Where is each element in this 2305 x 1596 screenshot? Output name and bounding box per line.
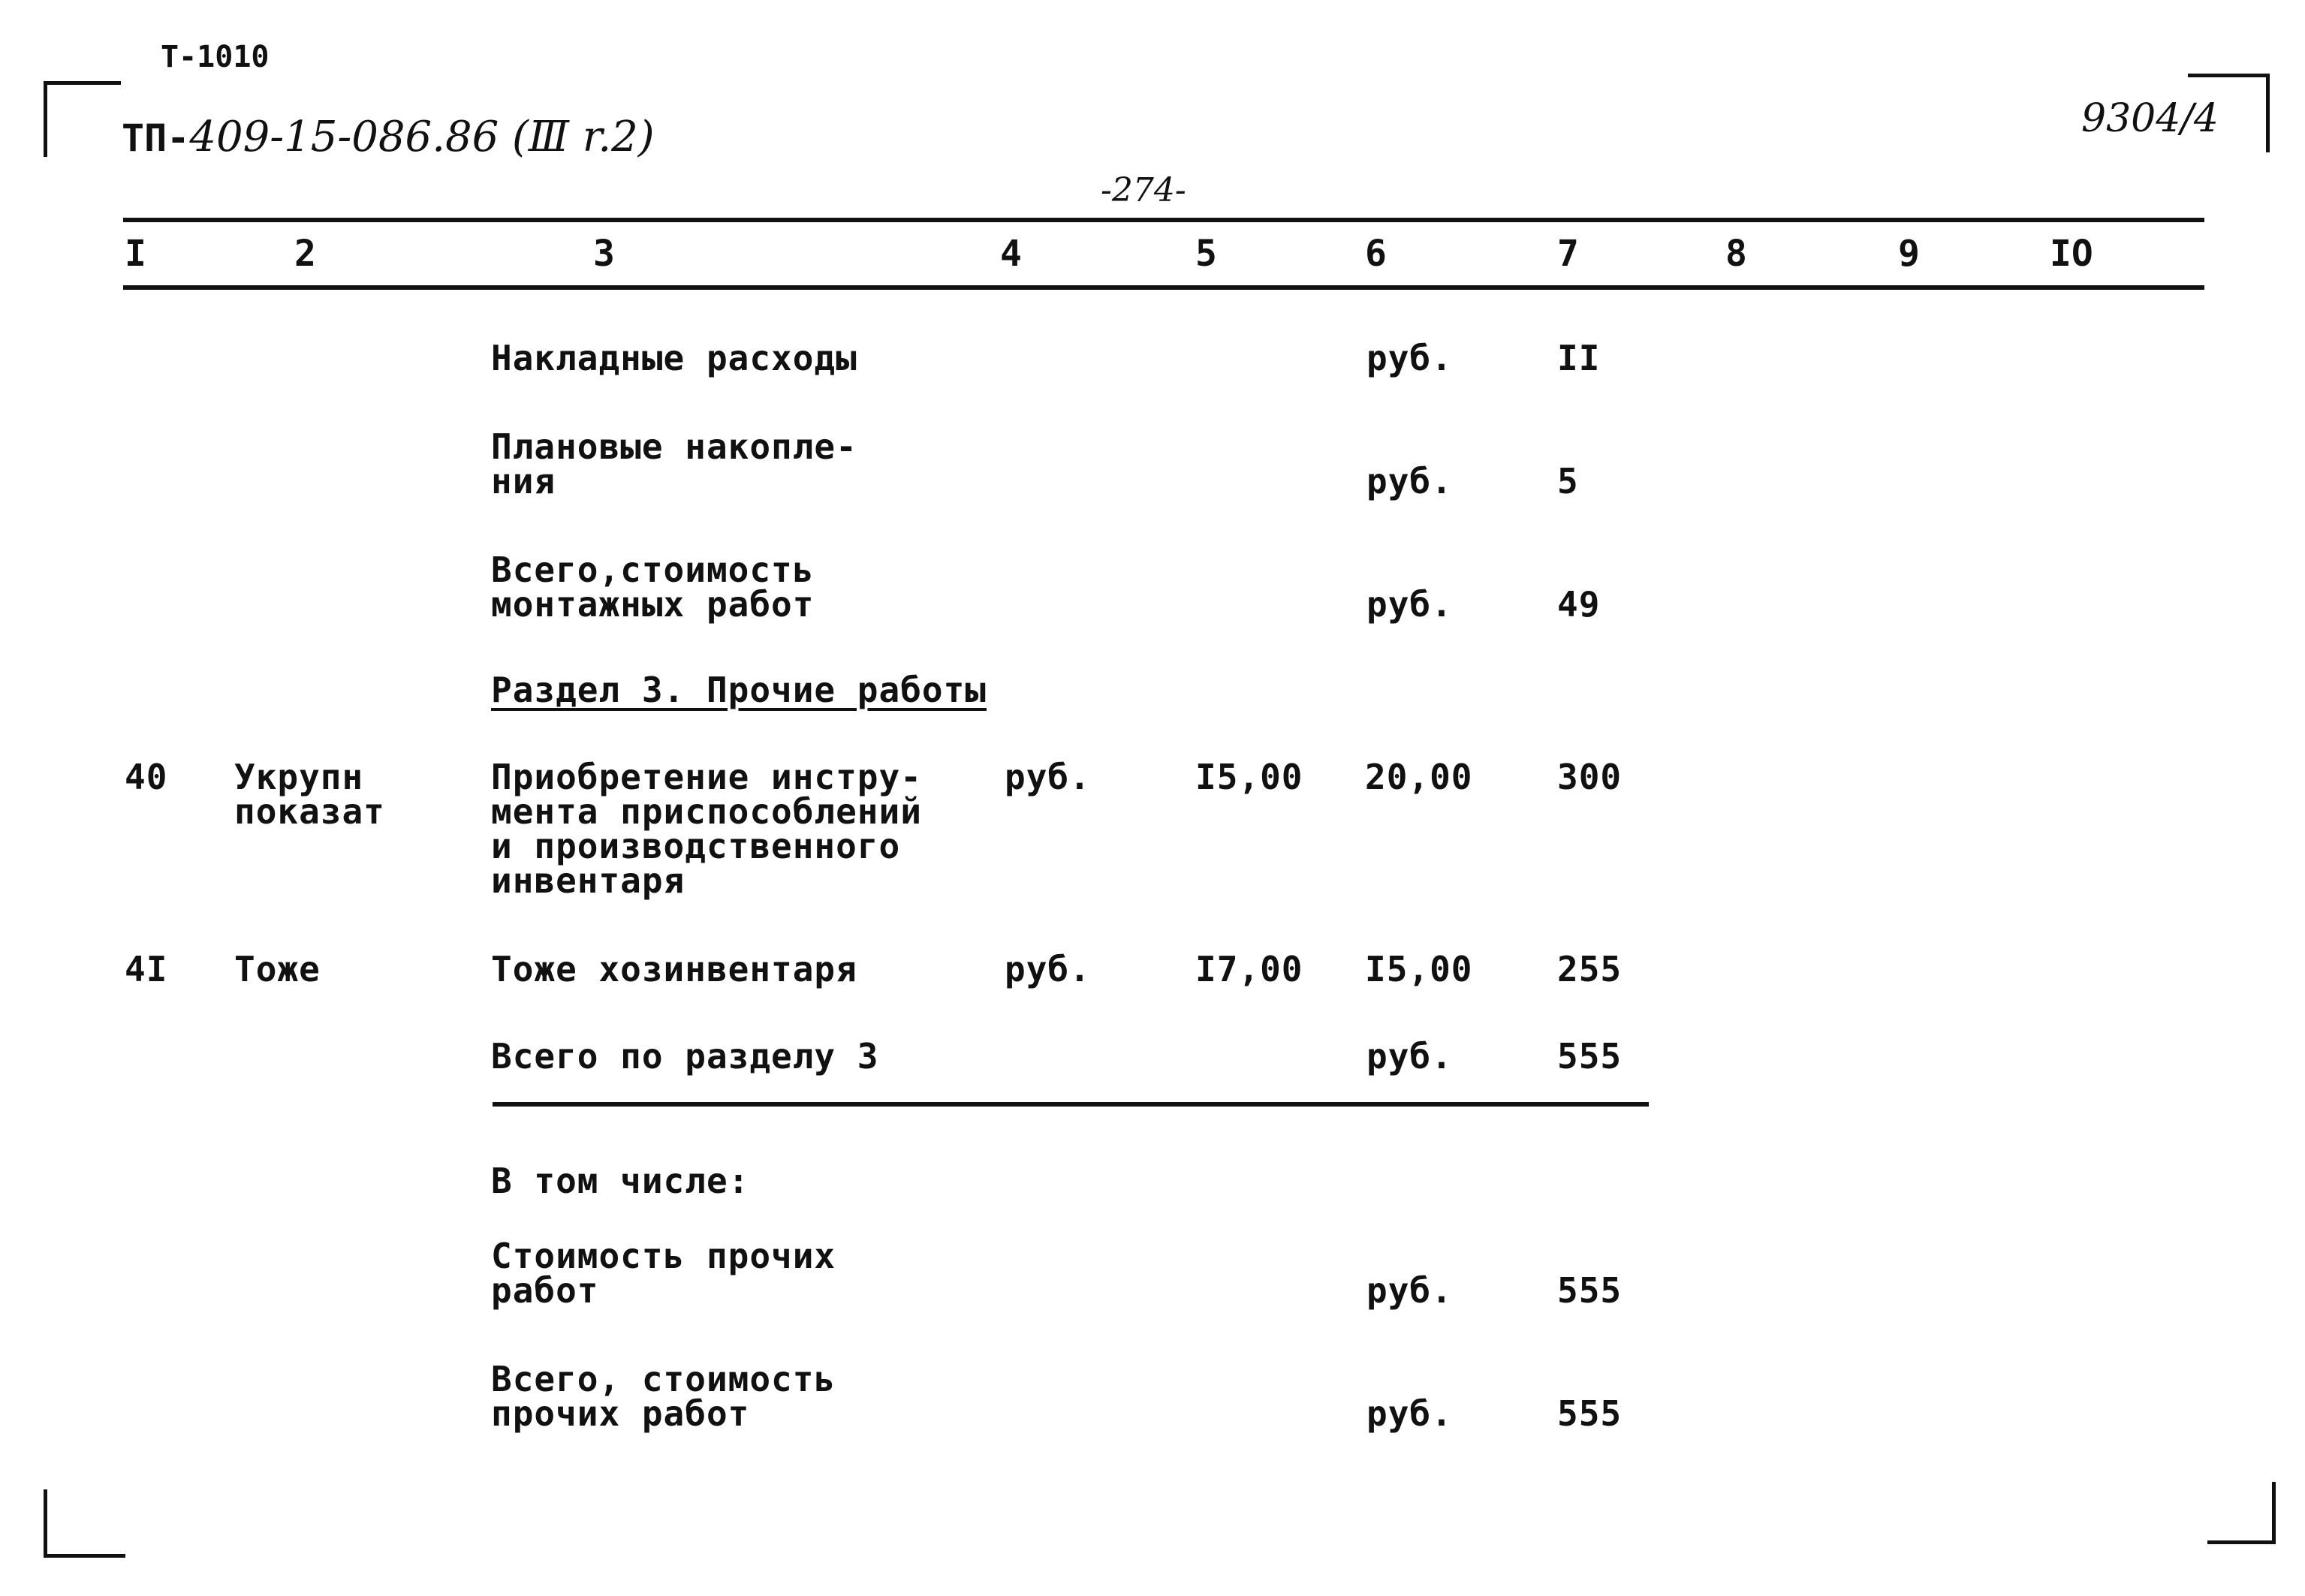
other-total-name-line2: прочих работ: [491, 1393, 750, 1434]
page-number: -274-: [1101, 171, 1186, 209]
project-code-prefix: ТП-: [122, 116, 190, 160]
section-total-rule: [493, 1102, 1649, 1107]
install-total-unit: руб.: [1366, 584, 1453, 625]
install-total-value: 49: [1557, 584, 1601, 625]
planned-name-line1: Плановые накопле-: [491, 426, 857, 467]
item40-name-line4: инвентаря: [491, 860, 685, 901]
col-header-8: 8: [1725, 233, 1747, 275]
item40-unit: руб.: [1005, 757, 1091, 797]
col-header-10: IO: [2050, 233, 2093, 275]
overhead-name: Накладные расходы: [491, 338, 857, 378]
overhead-unit: руб.: [1366, 338, 1453, 378]
item40-col6: 20,00: [1365, 757, 1473, 797]
planned-total: 5: [1557, 461, 1579, 501]
col-header-9: 9: [1898, 233, 1920, 275]
other-total-value: 555: [1557, 1393, 1623, 1434]
item40-basis-line2: показат: [234, 791, 385, 832]
sheet-reference: 9304/4: [2081, 96, 2219, 141]
planned-unit: руб.: [1366, 461, 1453, 501]
other-total-name-line1: Всего, стоимость: [491, 1359, 836, 1399]
other-total-unit: руб.: [1366, 1393, 1453, 1434]
col-header-2: 2: [294, 233, 316, 275]
item40-basis-line1: Укрупн: [234, 757, 364, 797]
section-total-name: Всего по разделу 3: [491, 1036, 879, 1077]
col-header-3: 3: [593, 233, 615, 275]
item41-total: 255: [1557, 949, 1623, 989]
other-cost-name-line2: работ: [491, 1270, 599, 1311]
section-total-value: 555: [1557, 1036, 1623, 1077]
doc-code: Т-1010: [161, 40, 270, 74]
item40-number: 40: [125, 757, 168, 797]
overhead-total: II: [1557, 338, 1601, 378]
install-total-name-line1: Всего,стоимость: [491, 550, 815, 590]
planned-name-line2: ния: [491, 461, 556, 501]
item41-unit: руб.: [1005, 949, 1091, 989]
item40-col5: I5,00: [1195, 757, 1303, 797]
col-header-1: I: [125, 233, 146, 275]
other-cost-total: 555: [1557, 1270, 1623, 1311]
col-header-4: 4: [1000, 233, 1022, 275]
corner-top-left: [44, 81, 121, 157]
project-code-handwritten: 409-15-086.86 (Ⅲ r.2): [189, 113, 655, 161]
corner-bottom-right: [2207, 1482, 2276, 1544]
corner-bottom-left: [44, 1489, 125, 1558]
col-header-7: 7: [1557, 233, 1579, 275]
section-title: Раздел 3. Прочие работы: [491, 670, 987, 710]
item40-name-line3: и производственного: [491, 826, 901, 866]
item41-name: Тоже хозинвентаря: [491, 949, 857, 989]
item40-total: 300: [1557, 757, 1623, 797]
section-total-unit: руб.: [1366, 1036, 1453, 1077]
project-code: [122, 113, 655, 161]
header-rule-top: [123, 218, 2204, 222]
other-cost-name-line1: Стоимость прочих: [491, 1236, 836, 1276]
item41-col5: I7,00: [1195, 949, 1303, 989]
item41-col6: I5,00: [1365, 949, 1473, 989]
install-total-name-line2: монтажных работ: [491, 584, 815, 625]
item40-name-line2: мента приспособлений: [491, 791, 922, 832]
item41-number: 4I: [125, 949, 168, 989]
col-header-6: 6: [1365, 233, 1387, 275]
including-label: В том числе:: [491, 1161, 750, 1201]
other-cost-unit: руб.: [1366, 1270, 1453, 1311]
header-rule-bottom: [123, 285, 2204, 290]
item41-basis: Тоже: [234, 949, 321, 989]
item40-name-line1: Приобретение инстру-: [491, 757, 922, 797]
col-header-5: 5: [1195, 233, 1217, 275]
